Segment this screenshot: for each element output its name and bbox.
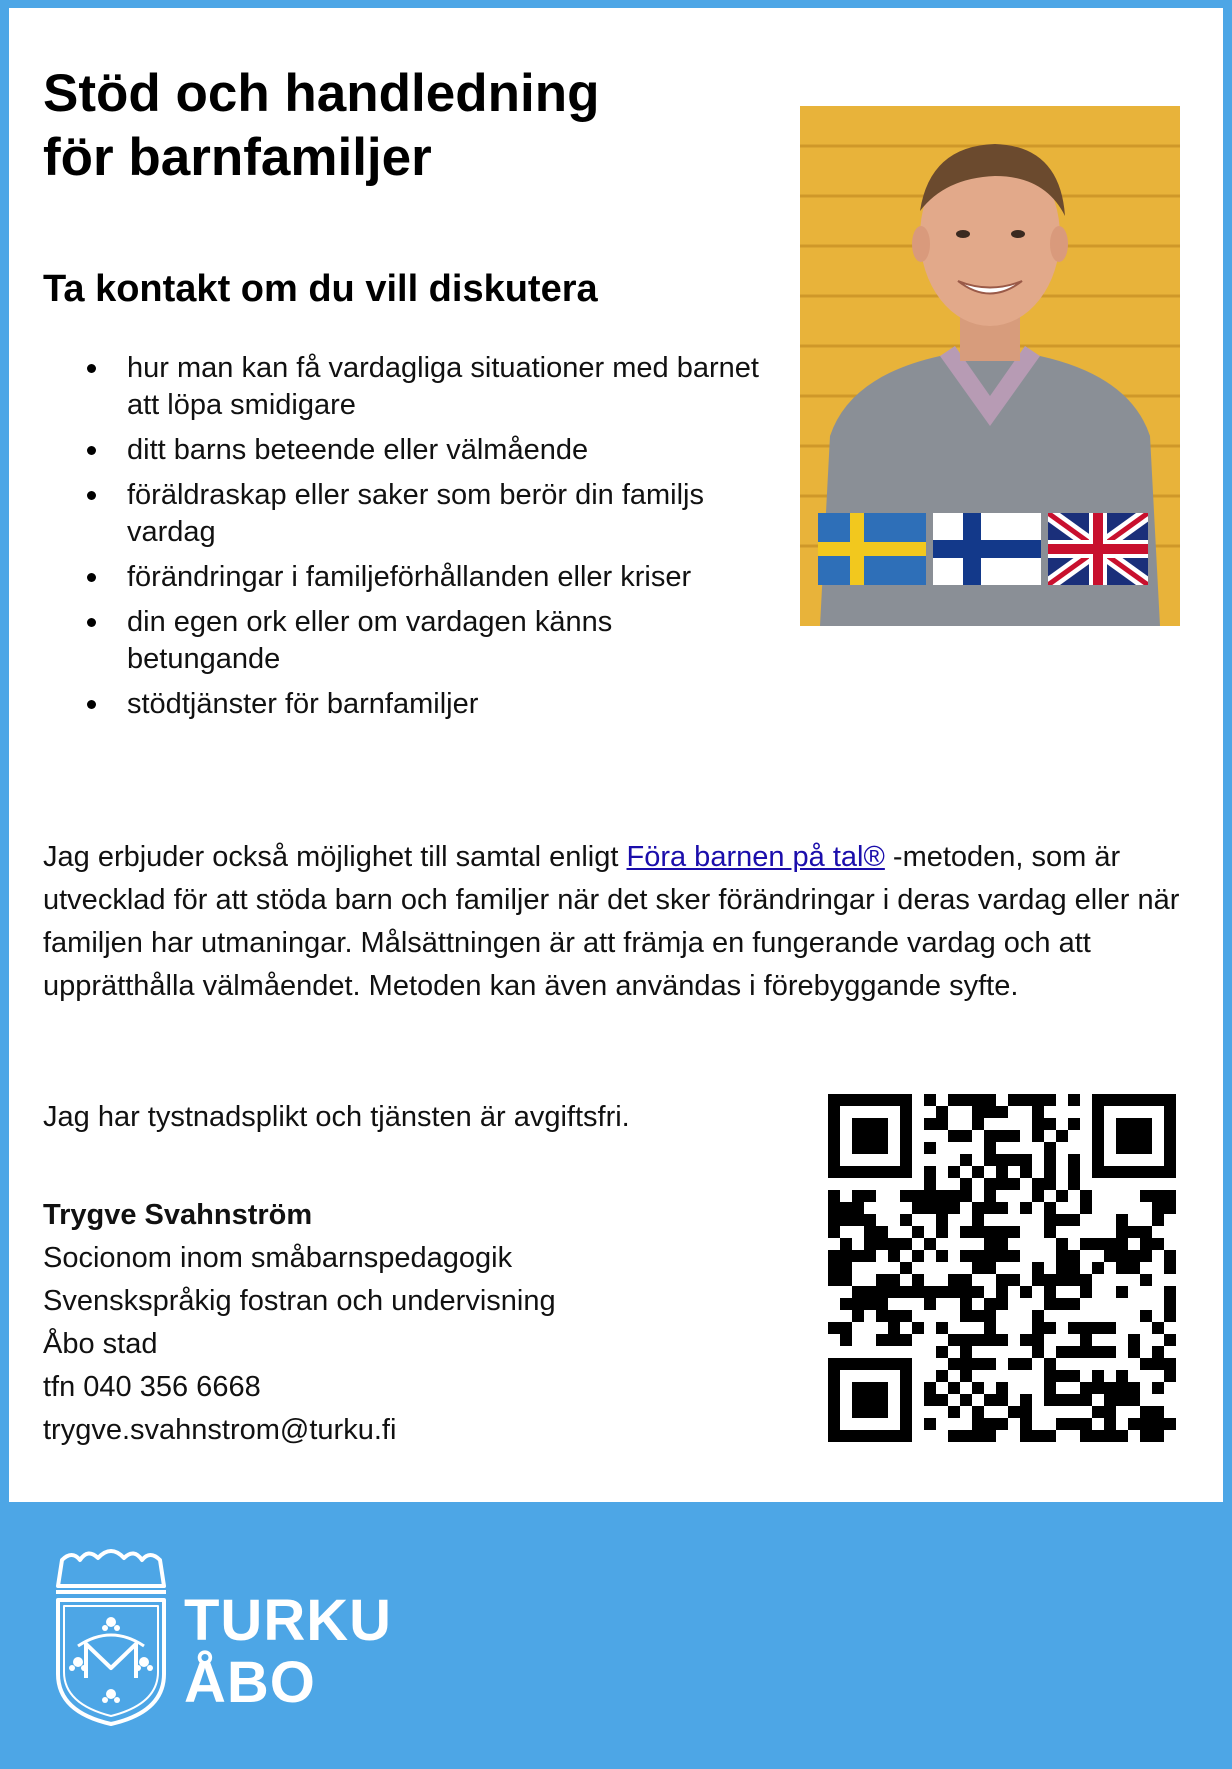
method-link[interactable]: Föra barnen på tal® — [626, 841, 885, 873]
list-item-text: stödtjänster för barnfamiljer — [127, 688, 479, 720]
list-item-text: din egen ork eller om vardagen känns betungande — [127, 606, 613, 675]
confidentiality-note: Jag har tystnadsplikt och tjänsten är avgiftsfri. — [43, 1101, 630, 1133]
list-item — [43, 432, 763, 469]
list-item — [43, 604, 763, 678]
contact-phone[interactable]: tfn 040 356 6668 — [43, 1371, 261, 1403]
finland-flag-icon — [933, 513, 1041, 585]
bullet-icon — [87, 491, 96, 500]
list-item — [43, 559, 763, 596]
title-line-2: för barnfamiljer — [43, 128, 432, 187]
bullet-icon — [87, 700, 96, 709]
method-paragraph — [43, 836, 1183, 1008]
title-line-1: Stöd och handledning — [43, 64, 600, 123]
logo-line-finnish: TURKU — [184, 1588, 392, 1653]
sweden-flag-icon — [818, 513, 926, 585]
uk-flag-icon — [1048, 513, 1148, 585]
topic-list — [43, 350, 763, 731]
list-item-text: ditt barns beteende eller välmående — [127, 434, 589, 466]
list-item — [43, 350, 763, 424]
list-item-text: förändringar i familjeförhållanden eller kriser — [127, 561, 692, 593]
list-item — [43, 686, 763, 723]
contact-name: Trygve Svahnström — [43, 1199, 313, 1231]
contact-block — [43, 1194, 556, 1452]
contact-unit: Svenskspråkig fostran och undervisning — [43, 1285, 556, 1317]
language-flags — [818, 513, 1148, 585]
section-heading: Ta kontakt om du vill diskutera — [43, 268, 598, 310]
logo-line-swedish: ÅBO — [184, 1650, 316, 1715]
bullet-icon — [87, 446, 96, 455]
city-logo-text — [184, 1590, 392, 1714]
paragraph-text-end: -metoden, som är utvecklad för att stöda barn och familjer när det sker förändringar i deras vardag eller när familjen har utmaningar. Målsättningen är att främja en fungerande vardag och att upprätthålla välmåendet. Metoden kan även användas i förebyggande syfte. — [43, 841, 1180, 1002]
bullet-icon — [87, 618, 96, 627]
paragraph-text-start: Jag erbjuder också möjlighet till samtal enligt — [43, 841, 627, 873]
page-title — [43, 62, 599, 190]
list-item-text: hur man kan få vardagliga situationer med barnet att löpa smidigare — [127, 352, 759, 421]
list-item-text: föräldraskap eller saker som berör din familjs vardag — [127, 479, 704, 548]
bullet-icon — [87, 573, 96, 582]
bullet-icon — [87, 364, 96, 373]
contact-city: Åbo stad — [43, 1328, 158, 1360]
contact-title: Socionom inom småbarnspedagogik — [43, 1242, 513, 1274]
contact-email[interactable]: trygve.svahnstrom@turku.fi — [43, 1414, 397, 1446]
list-item — [43, 477, 763, 551]
qr-code[interactable] — [828, 1094, 1176, 1442]
turku-crest-icon — [50, 1546, 172, 1728]
